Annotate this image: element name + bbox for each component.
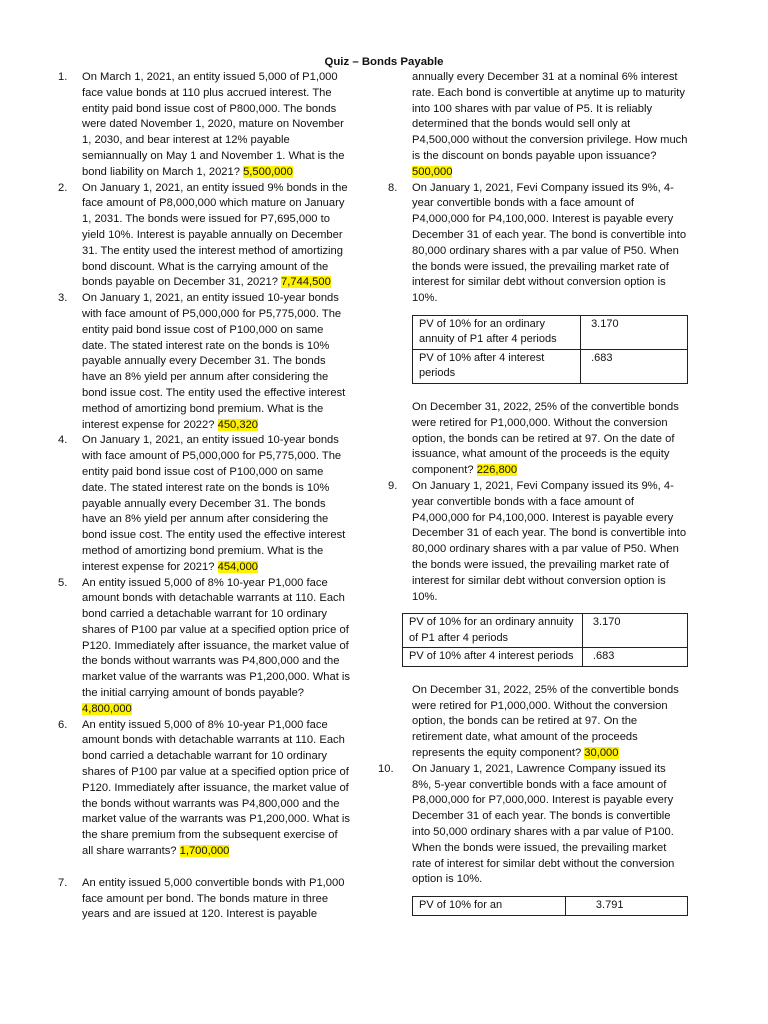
question-number: 7. — [58, 876, 68, 889]
answer-highlight: 454,000 — [217, 560, 259, 573]
answer-highlight: 450,320 — [217, 418, 259, 431]
answer-highlight: 30,000 — [584, 747, 619, 759]
question-text: An entity issued 5,000 convertible bonds with P1,000 face amount per bond. The bonds mature in three years and are issued at 120. Interest is payable — [82, 876, 345, 921]
spacer — [388, 384, 688, 400]
question-number: 4. — [58, 434, 68, 447]
page-title: Quiz – Bonds Payable — [324, 56, 444, 68]
question-text: On January 1, 2021, an entity issued 9% bonds in the face amount of P8,000,000 which mature on January 1, 2031. The bonds were issued for P7,695,000 to yield 10%. Interest is payable annually on December 31. The entity used the interest method of amortizing bond discount. What is the carrying amount of the bonds payable on December 31, 2021? — [82, 181, 348, 289]
question-text: On January 1, 2021, Fevi Company issued its 9%, 4-year convertible bonds with a face amount of P4,000,000 for P4,100,000. Interest is payable every December 31 of each year. The bond is convertible into 80,000 ordinary shares with a par value of P50. When the bonds were issued, the prevailing market rate of interest for similar debt without conversion option is 10%. — [412, 181, 687, 305]
question-3 — [58, 291, 350, 433]
left-column — [58, 70, 350, 923]
question-number: 1. — [58, 71, 68, 83]
answer-highlight: 4,800,000 — [82, 702, 132, 715]
question-text: An entity issued 5,000 of 8% 10-year P1,000 face amount bonds with detachable warrants at 110. Each bond carried a detachable warrant for 10 ordinary shares of P100 par value at a specified option price of P120. Immediately after issuance, the market value of the bonds without warrants was P4,800,000 and the market value of the warrants was P1,200,000. What is the initial carrying amount of bonds payable? — [82, 576, 351, 700]
question-number: 5. — [58, 576, 68, 589]
question-text: annually every December 31 at a nominal 6% interest rate. Each bond is convertible at anytime up to maturity into 100 shares with par value of P5. It is reliably determined that the bonds would sell only at P4,500,000 without the conversion privilege. How much is the discount on bonds payable upon issuance? — [412, 71, 688, 162]
question-text: An entity issued 5,000 of 8% 10-year P1,000 face amount bonds with detachable warrants at 110. Each bond carried a detachable warrant for 10 ordinary shares of P100 par value at a specified option price of P120. Immediately after issuance, the market value of the bonds without warrants was P4,800,000 and the market value of the warrants was P1,200,000. What is the share premium from the subsequent exercise of all share warrants? — [82, 718, 351, 858]
question-text: On January 1, 2021, Lawrence Company issued its 8%, 5-year convertible bonds with a face amount of P8,000,000 for P7,000,000. Interest is payable every December 31 of each year. The bonds is convertible into 50,000 ordinary shares with a par value of P100. When the bonds were issued, the prevailing market rate of interest for similar debt without the conversion option is 10%. — [412, 762, 675, 886]
table-label: PV of 10% for an ordinary annuity of P1 after 4 periods — [413, 315, 581, 349]
table-row — [413, 897, 688, 916]
table-row — [413, 349, 688, 383]
question-9 — [388, 479, 688, 605]
pv-factor-table — [412, 315, 688, 384]
question-text: On March 1, 2021, an entity issued 5,000 of P1,000 face value bonds at 110 plus accrued interest. The entity paid bond issue cost of P800,000. The bonds were dated November 1, 2020, mature on November 1, 2030, and bear interest at 12% payable semiannually on May 1 and November 1. What is the bond liability on March 1, 2021? — [82, 71, 345, 178]
question-text: On December 31, 2022, 25% of the convertible bonds were retired for P1,000,000. Without the conversion option, the bonds can be retired at 97. On the date of issuance, what amount of the proceeds is the equity component? — [412, 400, 679, 477]
table-label: PV of 10% after 4 interest periods — [413, 349, 581, 383]
pv-factor-table — [412, 896, 688, 916]
question-number: 2. — [58, 181, 68, 194]
question-7 — [58, 876, 350, 923]
question-text: On January 1, 2021, Fevi Company issued its 9%, 4-year convertible bonds with a face amount of P4,000,000 for P4,100,000. Interest is payable every December 31 of each year. The bond is convertible into 80,000 ordinary shares with a par value of P50. When the bonds were issued, the prevailing market rate of interest for similar debt without conversion option is 10%. — [412, 479, 687, 603]
question-number: 10. — [378, 762, 394, 775]
table-row — [403, 614, 688, 648]
table-label: PV of 10% for an ordinary annuity of P1 after 4 periods — [403, 614, 583, 648]
question-8 — [388, 181, 688, 307]
spacer — [388, 667, 688, 683]
pv-factor-table — [402, 613, 688, 667]
question-text: On January 1, 2021, an entity issued 10-year bonds with face amount of P5,000,000 for P5,775,000. The entity paid bond issue cost of P100,000 on same date. The stated interest rate on the bonds is 10% payable annually every December 31. The bonds have an 8% yield per annum after considering the bond issue cost. The entity used the effective interest method of amortizing bond premium. What is the interest expense for 2021? — [82, 434, 346, 573]
question-text: On December 31, 2022, 25% of the convertible bonds were retired for P1,000,000. Without the conversion option, the bonds can be retired at 97. On the retirement date, what amount of the proceeds represents the equity component? — [412, 683, 679, 759]
table-label: PV of 10% for an — [413, 897, 566, 916]
table-value: 3.791 — [565, 897, 687, 916]
right-column — [378, 70, 688, 916]
table-row — [413, 315, 688, 349]
question-text: On January 1, 2021, an entity issued 10-year bonds with face amount of P5,000,000 for P5,775,000. The entity paid bond issue cost of P100,000 on same date. The stated interest rate on the bonds is 10% payable annually every December 31. The bonds have an 8% yield per annum after considering the bond issue cost. The entity used the effective interest method of amortizing bond premium. What is the interest expense for 2022? — [82, 292, 346, 431]
answer-highlight: 7,744,500 — [281, 276, 331, 289]
question-5 — [58, 576, 350, 718]
table-row — [403, 648, 688, 667]
table-value: 3.170 — [582, 614, 687, 648]
answer-highlight: 226,800 — [476, 464, 518, 477]
question-number: 3. — [58, 292, 68, 305]
question-2 — [58, 181, 350, 292]
question-1 — [58, 70, 350, 181]
answer-highlight: 1,700,000 — [179, 845, 230, 858]
answer-highlight: 5,500,000 — [243, 165, 293, 178]
question-number: 8. — [388, 181, 398, 194]
question-8-part-b — [388, 400, 688, 479]
table-value: .683 — [581, 349, 688, 383]
question-4 — [58, 433, 350, 575]
answer-highlight: 500,000 — [412, 165, 453, 178]
question-number: 9. — [388, 479, 398, 492]
spacer — [58, 860, 350, 876]
table-value: .683 — [582, 648, 687, 667]
question-6 — [58, 718, 350, 860]
table-value: 3.170 — [581, 315, 688, 349]
question-number: 6. — [58, 718, 68, 731]
table-label: PV of 10% after 4 interest periods — [403, 648, 583, 667]
question-9-part-b — [388, 683, 688, 762]
question-10 — [378, 762, 688, 888]
question-7-continued — [388, 70, 688, 181]
